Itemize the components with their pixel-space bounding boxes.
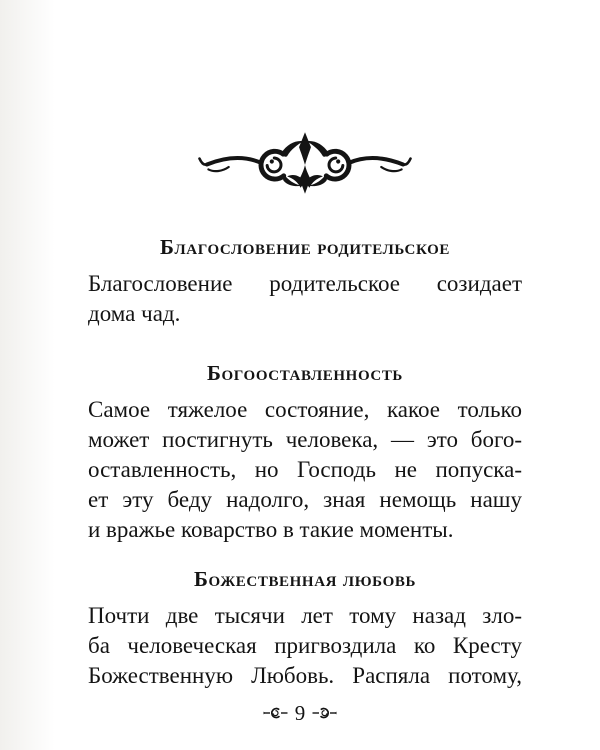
paragraph-line: Благословение родительское созидает <box>88 271 522 296</box>
page-number: 9 <box>294 701 306 725</box>
floral-flourish-icon <box>198 131 412 195</box>
section-heading: Божественная любовь <box>194 567 416 591</box>
paragraph-line: и вражье коварство в такие моменты. <box>88 517 454 542</box>
paragraph-line: Почти две тысячи лет тому назад зло- <box>88 603 522 628</box>
page-footer <box>0 701 600 725</box>
paragraph-line: ет эту беду надолго, зная немощь нашу <box>88 487 522 512</box>
paragraph-line: может постигнуть человека, — это бого- <box>88 427 522 452</box>
footer-left-scroll-ornament-icon <box>263 706 288 720</box>
section-heading: Богооставленность <box>207 361 403 385</box>
paragraph-line: Самое тяжелое состояние, какое только <box>88 397 522 422</box>
footer-right-scroll-ornament-icon <box>312 706 337 720</box>
paragraph-line: оставленность, но Господь не попуска- <box>88 457 522 482</box>
paragraph-line: ба человеческая пригвоздила ко Кресту <box>88 633 522 658</box>
paragraph <box>88 269 522 329</box>
paragraph <box>88 395 522 545</box>
section <box>88 566 522 691</box>
section <box>88 360 522 545</box>
paragraph-line: дома чад. <box>88 301 181 326</box>
paragraph-line: Божественную Любовь. Распяла потому, <box>88 663 522 688</box>
header-flourish-ornament <box>88 131 522 195</box>
section <box>88 234 522 329</box>
paragraph <box>88 601 522 691</box>
section-heading: Благословение родительское <box>160 235 450 259</box>
